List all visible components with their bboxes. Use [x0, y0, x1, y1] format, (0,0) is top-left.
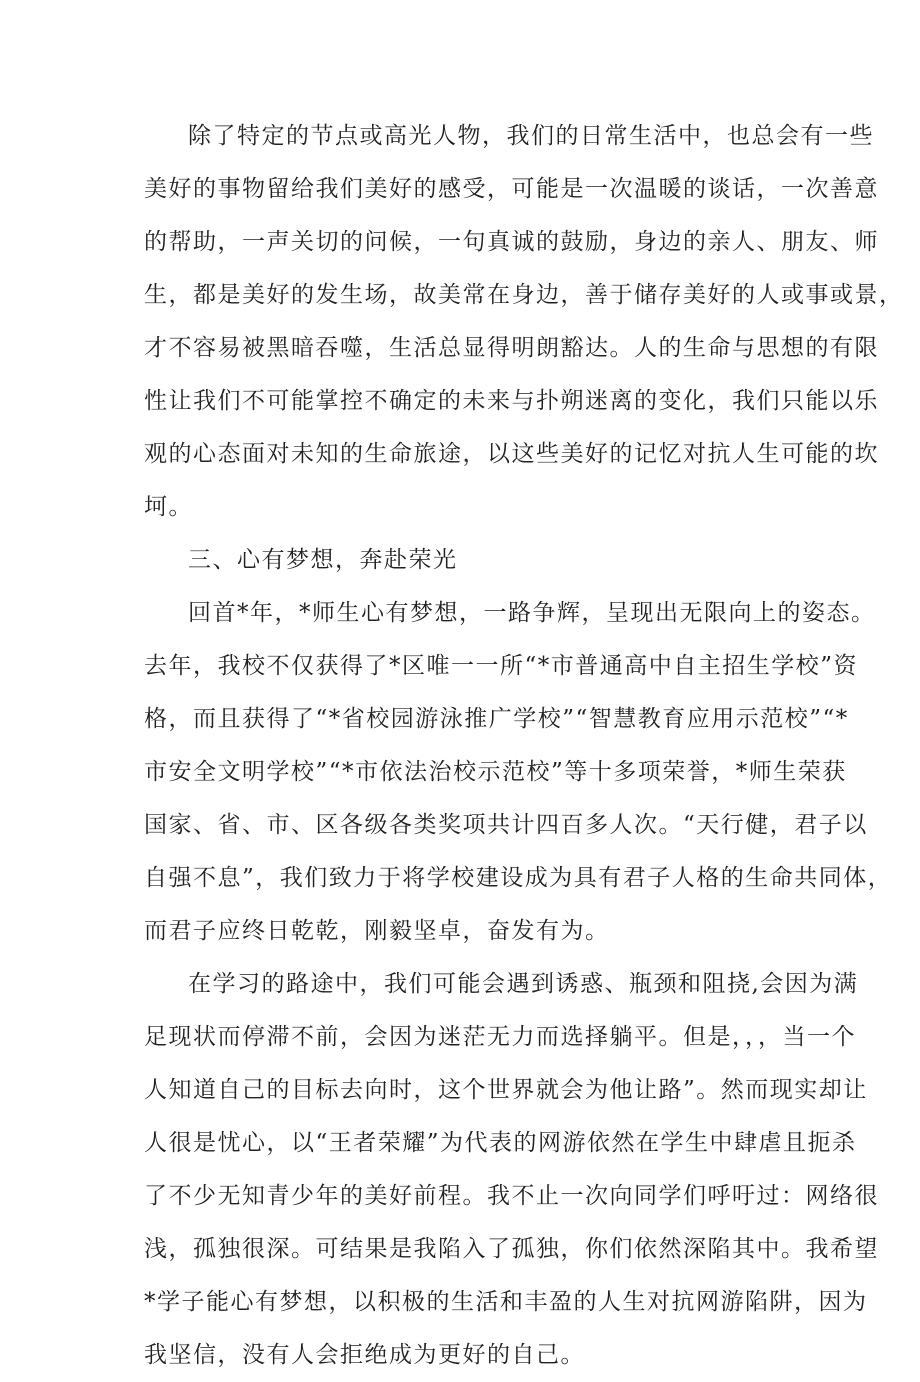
section-heading: 三、心有梦想，奔赴荣光 [188, 547, 458, 573]
text-line: 性让我们不可能掌控不确定的未来与扑朔迷离的变化，我们只能以乐 [144, 388, 879, 414]
text-line: 回首*年，*师生心有梦想，一路争辉，呈现出无限向上的姿态。 [188, 600, 876, 626]
paragraph [144, 958, 879, 1382]
text-line: 生，都是美好的发生场，故美常在身边，善于储存美好的人或事或景， [144, 282, 904, 308]
text-line: 除了特定的节点或高光人物，我们的日常生活中，也总会有一些 [188, 123, 874, 149]
text-line: 才不容易被黑暗吞噬，生活总显得明朗豁达。人的生命与思想的有限 [144, 335, 879, 361]
text-line: 在学习的路途中，我们可能会遇到诱惑、瓶颈和阻挠,会因为满 [188, 971, 859, 997]
text-line: 的帮助，一声关切的问候，一句真诚的鼓励，身边的亲人、朋友、师 [144, 229, 879, 255]
text-line: 去年，我校不仅获得了*区唯一一所“*市普通高中自主招生学校”资 [144, 653, 859, 679]
paragraph [144, 110, 904, 534]
text-line: 美好的事物留给我们美好的感受，可能是一次温暖的谈话，一次善意 [144, 176, 879, 202]
paragraph [144, 587, 893, 958]
text-line: 而君子应终日乾乾，刚毅坚卓，奋发有为。 [144, 918, 610, 944]
text-line: 市安全文明学校”“*市依法治校示范校”等十多项荣誉，*师生荣获 [144, 759, 847, 785]
text-line: 人知道自己的目标去向时，这个世界就会为他让路”。然而现实却让 [144, 1077, 868, 1103]
text-line: 自强不息”，我们致力于将学校建设成为具有君子人格的生命共同体， [144, 865, 893, 891]
text-line: 浅，孤独很深。可结果是我陷入了孤独，你们依然深陷其中。我希望 [144, 1236, 879, 1262]
text-line: *学子能心有梦想，以积极的生活和丰盈的人生对抗网游陷阱，因为 [144, 1289, 868, 1315]
document-body [144, 110, 904, 1382]
text-line: 足现状而停滞不前，会因为迷茫无力而选择躺平。但是，，，当一个 [144, 1024, 856, 1050]
text-line: 格，而且获得了“*省校园游泳推广学校”“智慧教育应用示范校”“* [144, 706, 849, 732]
text-line: 我坚信，没有人会拒绝成为更好的自己。 [144, 1342, 585, 1368]
text-line: 人很是忧心，以“王者荣耀”为代表的网游依然在学生中肆虐且扼杀 [144, 1130, 857, 1156]
text-line: 坷。 [144, 494, 193, 520]
text-line: 观的心态面对未知的生命旅途，以这些美好的记忆对抗人生可能的坎 [144, 441, 879, 467]
text-line: 了不少无知青少年的美好前程。我不止一次向同学们呼吁过：网络很 [144, 1183, 879, 1209]
text-line: 国家、省、市、区各级各类奖项共计四百多人次。“天行健，君子以 [144, 812, 868, 838]
